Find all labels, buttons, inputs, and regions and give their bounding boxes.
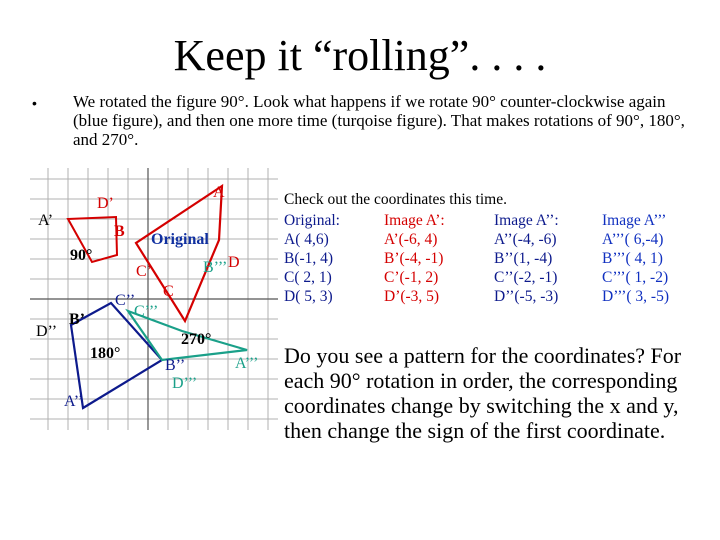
label-A-double-prime: A’’ — [64, 393, 84, 410]
label-90-deg: 90° — [70, 247, 93, 264]
label-D-double-prime: D’’ — [36, 323, 58, 340]
quad-original — [136, 186, 222, 321]
col-header: Original: — [284, 212, 340, 229]
coord-cell: B’’’( 4, 1) — [602, 250, 663, 267]
col-header: Image A’: — [384, 212, 445, 229]
coords-intro: Check out the coordinates this time. — [284, 191, 507, 208]
label-A: A — [213, 184, 225, 201]
coord-cell: C( 2, 1) — [284, 269, 332, 286]
coord-cell: D’’(-5, -3) — [494, 288, 559, 305]
label-A-triple-prime: A’’’ — [235, 355, 259, 372]
coords-col-image-a2 — [494, 211, 559, 306]
label-A-prime: A’ — [38, 212, 54, 229]
coords-col-original — [284, 211, 340, 306]
label-D-triple-prime: D’’’ — [172, 375, 198, 392]
label-B-triple-prime: B’’’ — [203, 259, 228, 276]
coords-col-image-a1 — [384, 211, 445, 306]
col-header: Image A’’’ — [602, 212, 667, 229]
coord-cell: C’’’( 1, -2) — [602, 269, 669, 286]
col-header: Image A’’: — [494, 212, 559, 229]
label-C: C — [163, 283, 174, 300]
label-B-double-prime: B’’ — [165, 357, 186, 374]
coord-cell: B’’(1, -4) — [494, 250, 553, 267]
label-D: D — [228, 254, 240, 271]
bullet-marker: • — [32, 95, 37, 111]
coord-cell: A’(-6, 4) — [384, 231, 438, 248]
label-C-prime: C’ — [136, 263, 152, 280]
coords-col-image-a3 — [602, 211, 669, 306]
coord-cell: C’(-1, 2) — [384, 269, 439, 286]
pattern-explanation: Do you see a pattern for the coordinates? For each 90° rotation in order, the corresponding coordinates change by switching the x and y, then change the sign of the first coordinate. — [284, 343, 682, 443]
label-C-double-prime: C’’ — [115, 292, 136, 309]
coord-cell: A’’’( 6,-4) — [602, 231, 664, 248]
axes — [30, 168, 278, 430]
slide-title: Keep it “rolling”. . . . — [173, 31, 547, 80]
label-180-deg: 180° — [90, 345, 121, 362]
coord-cell: D’(-3, 5) — [384, 288, 440, 305]
coord-cell: B’(-4, -1) — [384, 250, 444, 267]
label-270-deg: 270° — [181, 331, 212, 348]
coord-cell: D’’’( 3, -5) — [602, 288, 669, 305]
coord-cell: D( 5, 3) — [284, 288, 333, 305]
coord-cell: C’’(-2, -1) — [494, 269, 558, 286]
label-B: B — [114, 223, 125, 240]
coord-cell: B(-1, 4) — [284, 250, 334, 267]
bullet-text: We rotated the figure 90°. Look what happens if we rotate 90° counter-clockwise again (blue figure), and then one more time (turqoise figure). That makes rotations of 90°, 180°, and 270°. — [73, 92, 685, 149]
label-D-prime: D’ — [97, 195, 114, 212]
label-original: Original — [151, 231, 209, 248]
coord-cell: A( 4,6) — [284, 231, 329, 248]
label-C-triple-prime: C’’’ — [134, 303, 159, 320]
label-B-prime: B’ — [69, 311, 85, 328]
coord-cell: A’’(-4, -6) — [494, 231, 557, 248]
